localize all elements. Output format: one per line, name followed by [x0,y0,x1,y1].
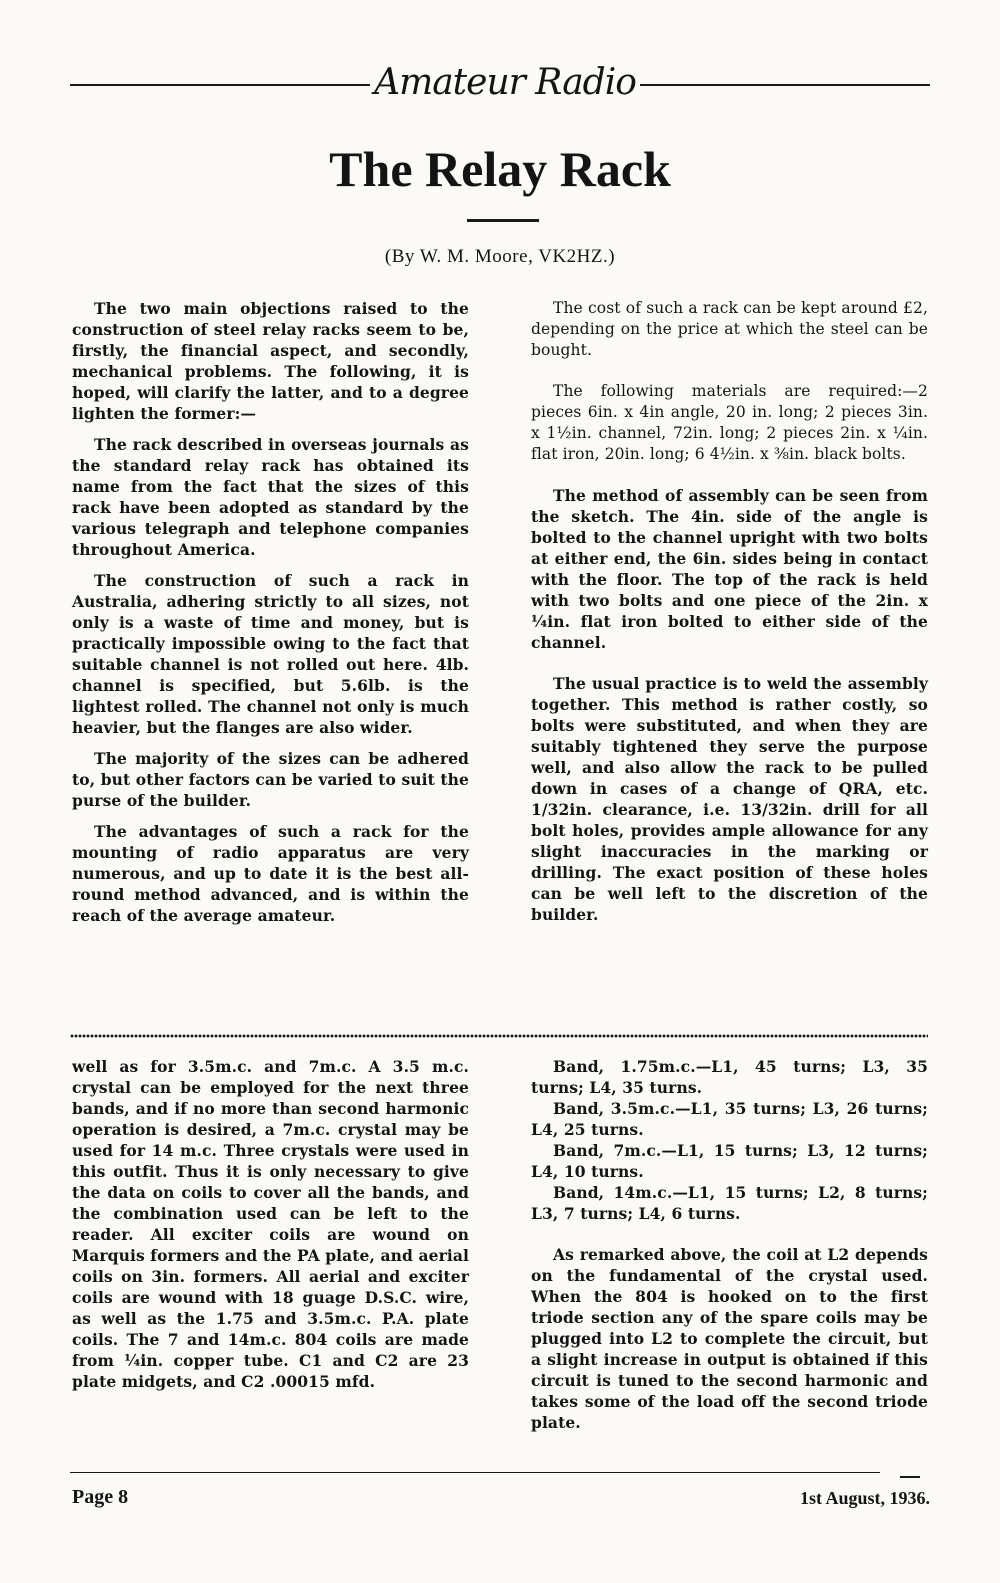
footer-tick [900,1476,920,1478]
paragraph: The method of assembly can be seen from the sketch. The 4in. side of the angle is bolted to the channel upright with two bolts at either end, the 6in. sides being in contact with the floor. The top of the rack is held with two bolts and one piece of the 2in. x ¼in. flat iron bolted to either side of the channel. [531,486,928,652]
masthead-rule-right [640,84,930,86]
column-left-bottom [72,1056,469,1402]
article-title: The Relay Rack [329,141,671,197]
paragraph: The two main objections raised to the construction of steel relay racks seem to be, firstly, the financial aspect, and secondly, mechanical problems. The following, it is hoped, will clarify the latter, and to a degree lighten the former:— [72,299,469,423]
issue-date: 1st August, 1936. [799,1488,930,1508]
coil-band-line: Band, 3.5m.c.—L1, 35 turns; L3, 26 turns; L4, 25 turns. [531,1099,928,1139]
magazine-logo: Amateur Radio [374,62,636,103]
paragraph: The usual practice is to weld the assembly together. This method is rather costly, so bolts were substituted, and when they are suitably tightened they serve the purpose well, and also allow the rack to be pulled down in cases of a change of QRA, etc. 1/32in. clearance, i.e. 13/32in. drill for all bolt holes, provides ample allowance for any slight inaccuracies in the marking or drilling. The exact position of these holes can be well left to the discretion of the builder. [531,674,928,924]
column-left-top [72,298,469,936]
paragraph: well as for 3.5m.c. and 7m.c. A 3.5 m.c. crystal can be employed for the next three bands, and if no more than second harmonic operation is desired, a 7m.c. crystal may be used for 14 m.c. Three crystals were used in this outfit. Thus it is only necessary to give the data on coils to cover all the bands, and the combination used can be left to the reader. All exciter coils are wound on Marquis formers and the PA plate, and aerial coils on 3in. formers. All aerial and exciter coils are wound with 18 guage D.S.C. wire, as well as the 1.75 and 3.5m.c. P.A. plate coils. The 7 and 14m.c. 804 coils are made from ¼in. copper tube. C1 and C2 are 23 plate midgets, and C2 .00015 mfd. [72,1057,469,1391]
dotted-divider [70,1034,928,1038]
masthead-rule-left [70,84,370,86]
coil-band-line: Band, 1.75m.c.—L1, 45 turns; L3, 35 turns; L4, 35 turns. [531,1057,928,1097]
masthead [70,58,930,108]
paragraph: The construction of such a rack in Australia, adhering strictly to all sizes, not only is a waste of time and money, but is practically impossible owing to the fact that suitable channel is not rolled out here. 4lb. channel is specified, but 5.6lb. is the lightest rolled. The channel not only is much heavier, but the flanges are also wider. [72,571,469,737]
paragraph: The cost of such a rack can be kept around £2, depending on the price at which the steel can be bought. [531,299,928,359]
column-right-top [531,298,928,945]
paragraph: The rack described in overseas journals as the standard relay rack has obtained its name from the fact that the sizes of this rack have been adopted as standard by the various telegraph and telephone companies throughout America. [72,435,469,559]
page-number: Page 8 [72,1486,129,1508]
paragraph: The following materials are required:—2 pieces 6in. x 4in angle, 20 in. long; 2 pieces 3in. x 1½in. channel, 72in. long; 2 pieces 2in. x ¼in. flat iron, 20in. long; 6 4½in. x ⅜in. black bolts. [531,382,928,463]
footer-rule [70,1472,880,1473]
coil-band-line: Band, 14m.c.—L1, 15 turns; L2, 8 turns; L3, 7 turns; L4, 6 turns. [531,1183,928,1223]
title-rule [467,219,539,222]
paragraph: The majority of the sizes can be adhered to, but other factors can be varied to suit the purse of the builder. [72,749,469,810]
byline: (By W. M. Moore, VK2HZ.) [384,246,616,267]
paragraph: As remarked above, the coil at L2 depends on the fundamental of the crystal used. When the 804 is hooked on to the first triode section any of the spare coils may be plugged into L2 to complete the circuit, but a slight increase in output is obtained if this circuit is tuned to the second harmonic and takes some of the load off the second triode plate. [531,1245,928,1432]
coil-band-line: Band, 7m.c.—L1, 15 turns; L3, 12 turns; L4, 10 turns. [531,1141,928,1181]
column-right-bottom [531,1056,928,1443]
paragraph: The advantages of such a rack for the mounting of radio apparatus are very numerous, and up to date it is the best all-round method advanced, and is within the reach of the average amateur. [72,822,469,925]
